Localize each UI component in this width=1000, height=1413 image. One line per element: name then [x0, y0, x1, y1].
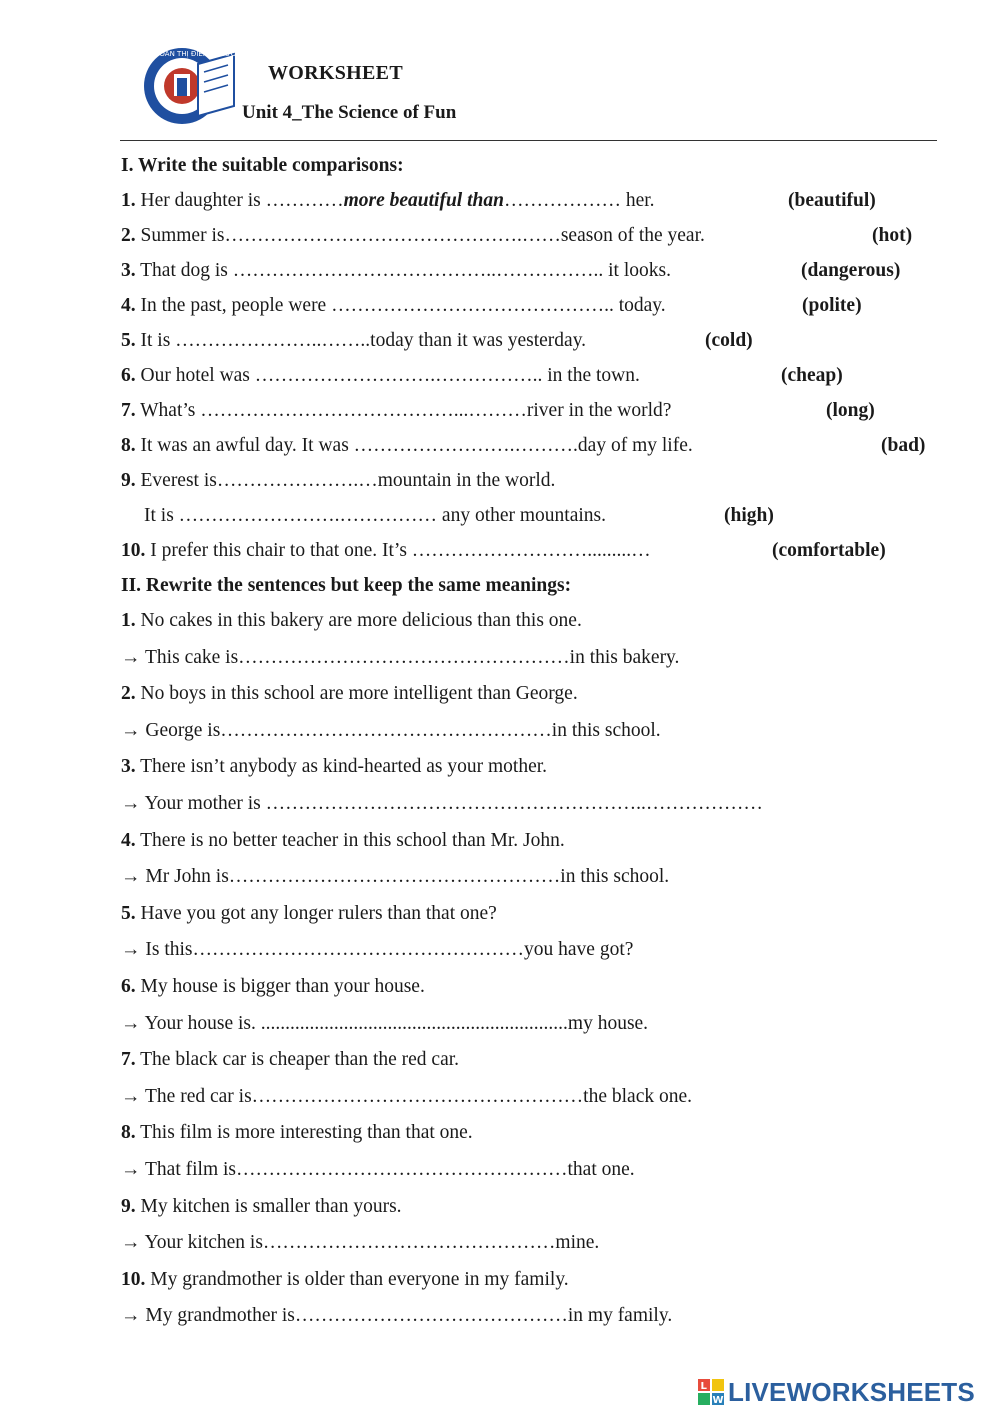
item-text: I prefer this chair to that one. It’s ……………………….........… [145, 540, 651, 561]
exercise-item-continued [121, 498, 951, 533]
item-number: 10. [121, 1268, 146, 1290]
item-text: Her daughter is ………… [135, 190, 344, 211]
rewrite-prompt [121, 749, 951, 786]
exercise-item [121, 428, 951, 463]
item-text: It was an awful day. It was …………………….……….day of my life. [135, 435, 693, 456]
brand-text: LIVEWORKSHEETS [728, 1377, 975, 1407]
rewrite-prompt [121, 676, 951, 713]
prompt-text: The black car is cheaper than the red car. [135, 1049, 460, 1071]
item-number: 2. [121, 683, 136, 705]
rewrite-prompt [121, 1262, 951, 1299]
prompt-text: This film is more interesting than that one. [135, 1122, 473, 1144]
item-hint: (high) [724, 505, 774, 526]
worksheet-header [0, 0, 1000, 150]
rewrite-prompt [121, 823, 951, 860]
rewrite-line: → This cake is……………………………………………in this bakery. [121, 646, 680, 668]
exercise-item [121, 253, 951, 288]
item-number: 7. [121, 1049, 136, 1071]
rewrite-prompt [121, 603, 951, 640]
item-number: 4. [121, 829, 136, 851]
prompt-text: There isn’t anybody as kind-hearted as your mother. [135, 756, 548, 778]
item-hint: (cheap) [781, 365, 843, 386]
item-number: 1. [121, 190, 136, 211]
item-number: 6. [121, 365, 136, 386]
exercise-item [121, 533, 951, 568]
rewrite-line: → Your house is. ...............................................................my house. [121, 1012, 649, 1034]
rewrite-prompt [121, 1115, 951, 1152]
logo-caption: ĐOÀN THỊ ĐIỂM · TRƯỜNG TIỂU HỌC [154, 50, 284, 58]
school-logo-icon [140, 44, 284, 128]
section2-heading: II. Rewrite the sentences but keep the same meanings: [121, 575, 572, 596]
rewrite-prompt [121, 896, 951, 933]
item-hint: (dangerous) [801, 260, 901, 281]
rewrite-line: → Your mother is …………………………………………………..……………… [121, 792, 763, 814]
worksheet-subtitle: Unit 4_The Science of Fun [242, 102, 457, 123]
item-number: 4. [121, 295, 136, 316]
item-text: In the past, people were …………………………………….. today. [135, 295, 666, 316]
rewrite-line: → The red car is……………………………………………the black one. [121, 1085, 693, 1107]
item-text: Summer is……………………………………….……season of the year. [135, 225, 705, 246]
item-hint: (polite) [802, 295, 862, 316]
rewrite-prompt [121, 1189, 951, 1226]
prompt-text: My grandmother is older than everyone in my family. [145, 1268, 569, 1290]
section-rewrite [121, 568, 951, 1335]
item-number: 6. [121, 975, 136, 997]
exercise-item [121, 463, 951, 498]
section1-heading: I. Write the suitable comparisons: [121, 155, 404, 176]
exercise-item [121, 288, 951, 323]
item-number: 10. [121, 540, 146, 561]
rewrite-line: → Is this……………………………………………you have got? [121, 939, 634, 961]
answer-text: more beautiful than [343, 190, 504, 211]
prompt-text: No cakes in this bakery are more delicious than this one. [135, 610, 582, 631]
item-number: 3. [121, 756, 136, 778]
rewrite-line: → George is……………………………………………in this school. [121, 719, 661, 741]
item-number: 2. [121, 225, 136, 246]
header-divider [120, 140, 937, 141]
liveworksheets-logo-icon [697, 1378, 725, 1406]
logo-letter: W [712, 1395, 724, 1406]
exercise-item [121, 393, 951, 428]
rewrite-line: → Mr John is……………………………………………in this school. [121, 866, 670, 888]
prompt-text: There is no better teacher in this school than Mr. John. [135, 829, 565, 851]
rewrite-line: → That film is……………………………………………that one. [121, 1158, 635, 1180]
logo-letter: L [700, 1381, 707, 1392]
item-text: Everest is………………….…mountain in the world. [135, 470, 556, 491]
item-number: 9. [121, 470, 136, 491]
prompt-text: My house is bigger than your house. [135, 975, 425, 997]
prompt-text: No boys in this school are more intelligent than George. [135, 683, 578, 705]
prompt-text: My kitchen is smaller than yours. [135, 1195, 402, 1217]
exercise-item [121, 183, 951, 218]
exercise-item [121, 218, 951, 253]
item-text: It is …………………….…………… any other mountains. [144, 505, 607, 526]
exercise-item [121, 323, 951, 358]
item-text: What’s …………………………………...………river in the world? [135, 400, 672, 421]
item-number: 3. [121, 260, 136, 281]
item-hint: (comfortable) [772, 540, 886, 561]
item-number: 8. [121, 1122, 136, 1144]
item-hint: (beautiful) [788, 190, 876, 211]
worksheet-body [121, 148, 951, 1335]
rewrite-line: → Your kitchen is………………………………………mine. [121, 1232, 600, 1254]
rewrite-prompt [121, 1042, 951, 1079]
item-hint: (cold) [705, 330, 753, 351]
worksheet-title: WORKSHEET [268, 62, 403, 84]
item-text: That dog is …………………………………..…………….. it looks. [135, 260, 671, 281]
section-comparisons [121, 148, 951, 568]
liveworksheets-brand[interactable] [697, 1378, 975, 1406]
item-number: 8. [121, 435, 136, 456]
item-number: 5. [121, 330, 136, 351]
item-text: It is …………………..……..today than it was yesterday. [135, 330, 587, 351]
prompt-text: Have you got any longer rulers than that one? [135, 902, 497, 924]
item-number: 1. [121, 610, 136, 631]
item-text: Our hotel was ……………………….…………….. in the town. [135, 365, 640, 386]
rewrite-line: → My grandmother is……………………………………in my family. [121, 1305, 673, 1327]
rewrite-prompt [121, 969, 951, 1006]
item-number: 7. [121, 400, 136, 421]
item-hint: (long) [826, 400, 875, 421]
item-text: ……………… her. [503, 190, 655, 211]
item-hint: (hot) [872, 225, 913, 246]
exercise-item [121, 358, 951, 393]
item-hint: (bad) [881, 435, 926, 456]
item-number: 9. [121, 1195, 136, 1217]
item-number: 5. [121, 902, 136, 924]
